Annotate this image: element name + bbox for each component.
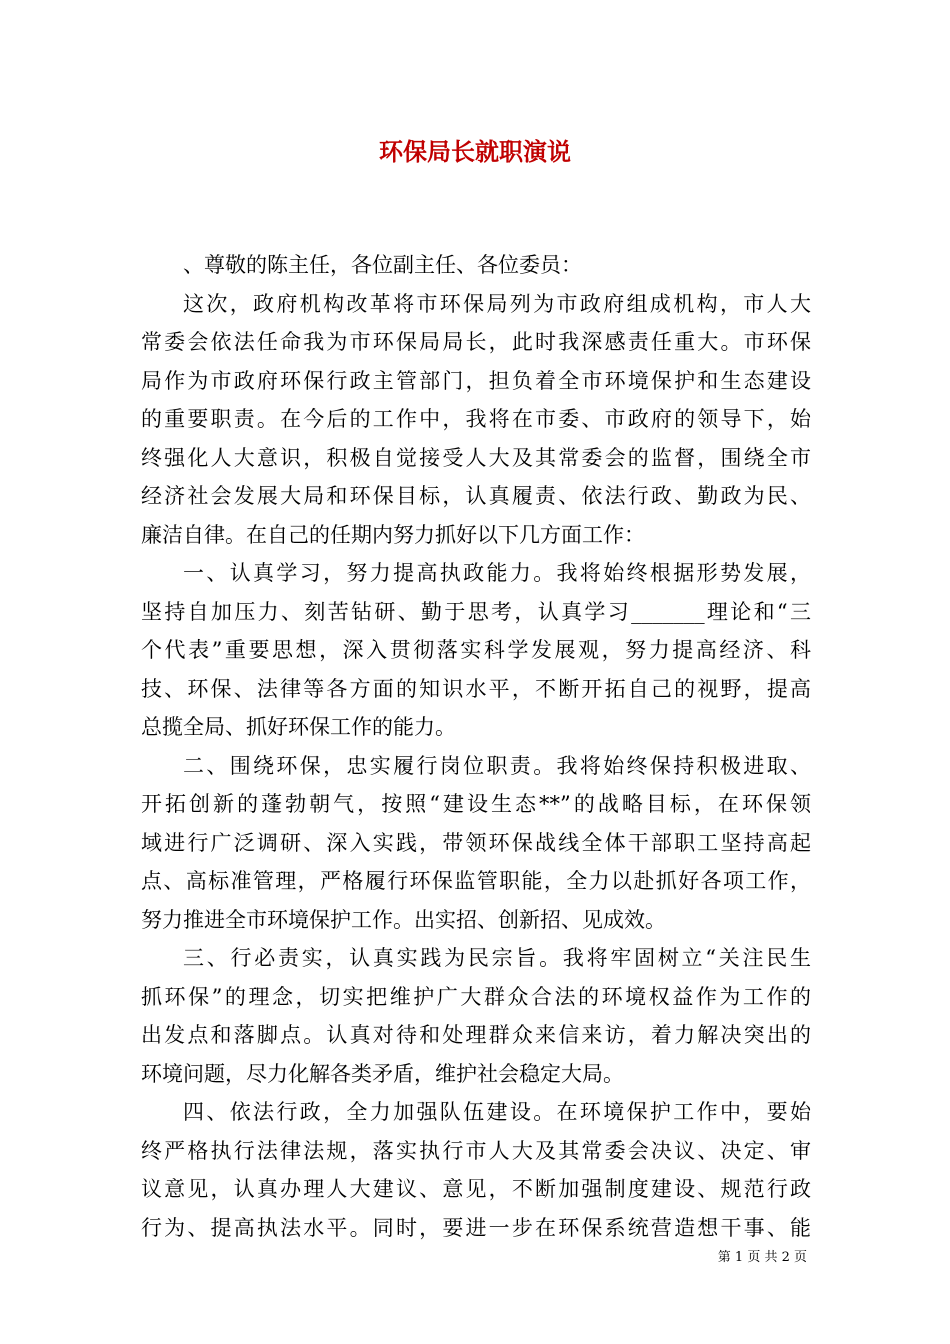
text-line: 出发点和落脚点。认真对待和处理群众来信来访，着力解决突出的 [141,1023,811,1047]
text-line: 点、高标准管理，严格履行环保监管职能，全力以赴抓好各项工作， [141,869,811,893]
text-line: 、尊敬的陈主任，各位副主任、各位委员： [183,253,582,277]
text-line: 四、依法行政，全力加强队伍建设。在环境保护工作中，要始 [183,1100,811,1124]
document-title: 环保局长就职演说 [379,137,571,166]
document-body [141,246,811,1247]
text-line: 行为、提高执法水平。同时，要进一步在环保系统营造想干事、能 [141,1215,811,1240]
text-line: 三、行必责实，认真实践为民宗旨。我将牢固树立“关注民生 [183,946,811,970]
text-line: 抓环保”的理念，切实把维护广大群众合法的环境权益作为工作的 [141,984,811,1009]
text-line: 一、认真学习，努力提高执政能力。我将始终根据形势发展， [183,561,811,585]
text-line: 二、围绕环保，忠实履行岗位职责。我将始终保持积极进取、 [183,753,811,778]
text-line: 这次，政府机构改革将市环保局列为市政府组成机构，市人大 [183,291,811,316]
text-line: 的重要职责。在今后的工作中，我将在市委、市政府的领导下，始 [141,407,811,431]
text-line: 常委会依法任命我为市环保局局长，此时我深感责任重大。市环保 [141,330,811,354]
text-line: 终强化人大意识，积极自觉接受人大及其常委会的监督，围绕全市 [141,445,811,470]
text-line: 终严格执行法律法规，落实执行市人大及其常委会决议、决定、审 [141,1138,811,1163]
text-line: 局作为市政府环保行政主管部门，担负着全市环境保护和生态建设 [141,368,811,393]
text-line: 个代表”重要思想，深入贯彻落实科学发展观，努力提高经济、科 [141,638,811,662]
text-line: 坚持自加压力、刻苦钻研、勤于思考，认真学习_______理论和“三 [141,599,811,624]
text-line: 环境问题，尽力化解各类矛盾，维护社会稳定大局。 [141,1061,624,1086]
page-footer: 第 1 页 共 2 页 [717,1250,807,1265]
text-line: 开拓创新的蓬勃朝气，按照“建设生态**”的战略目标，在环保领 [141,792,811,816]
text-line: 廉洁自律。在自己的任期内努力抓好以下几方面工作： [141,522,645,547]
text-line: 努力推进全市环境保护工作。出实招、创新招、见成效。 [141,907,666,932]
text-line: 总揽全局、抓好环保工作的能力。 [141,715,456,739]
text-line: 技、环保、法律等各方面的知识水平，不断开拓自己的视野，提高 [141,676,811,701]
text-line: 议意见，认真办理人大建议、意见，不断加强制度建设、规范行政 [141,1177,811,1201]
text-line: 经济社会发展大局和环保目标，认真履责、依法行政、勤政为民、 [141,484,811,508]
text-line: 域进行广泛调研、深入实践，带领环保战线全体干部职工坚持高起 [141,830,811,855]
